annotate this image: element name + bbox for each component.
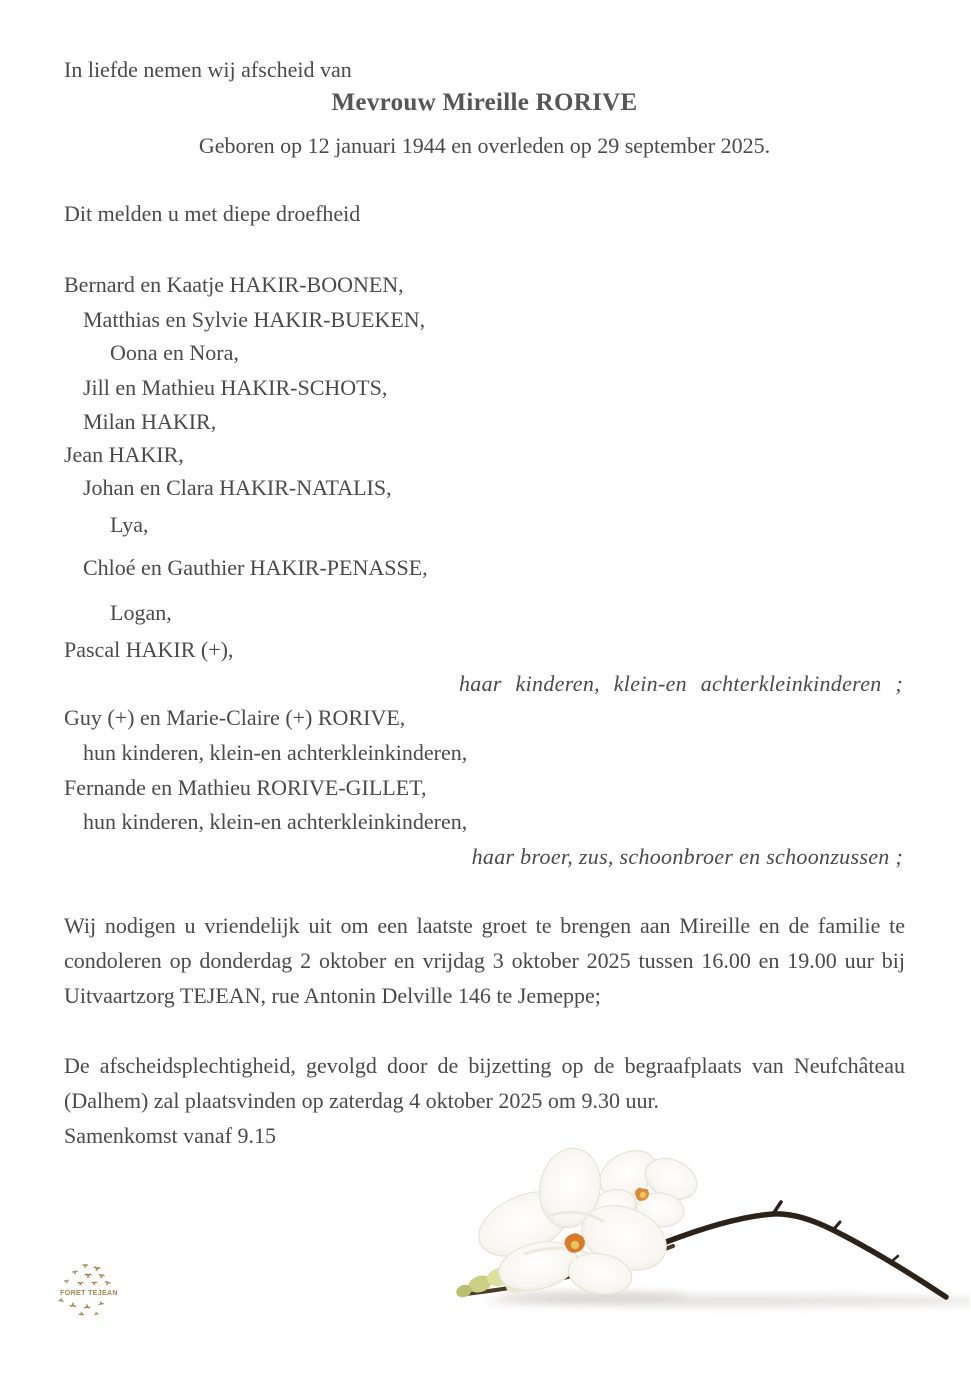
family-line: Jean HAKIR,	[64, 442, 184, 467]
orchid-branch	[666, 1202, 946, 1297]
orchid-image	[428, 1146, 970, 1336]
funeral-home-logo	[56, 1260, 122, 1328]
caption-children: haar kinderen, klein-en achterkleinkinderen ;	[459, 671, 903, 696]
family-line: Fernande en Mathieu RORIVE-GILLET,	[64, 775, 427, 800]
birth-death-dates: Geboren op 12 januari 1944 en overleden op 29 september 2025.	[198, 133, 771, 158]
family-line: hun kinderen, klein-en achterkleinkinderen,	[83, 809, 468, 834]
family-line: Matthias en Sylvie HAKIR-BUEKEN,	[83, 307, 426, 332]
family-line: Jill en Mathieu HAKIR-SCHOTS,	[83, 375, 388, 400]
visitation-paragraph: Wij nodigen u vriendelijk uit om een laatste groet te brengen aan Mireille en de familie te condoleren op donderdag 2 oktober en vrijdag 3 oktober 2025 tussen 16.00 en 19.00 uur bij Uitvaartzorg TEJEAN, rue Antonin Delville 146 te Jemeppe;	[64, 913, 905, 1008]
deceased-name: Mevrouw Mireille RORIVE	[331, 89, 638, 116]
logo-text: FORET TEJEAN	[60, 1288, 118, 1298]
ceremony-text: De afscheidsplechtigheid, gevolgd door de bijzetting op de begraafplaats van Neufchâteau (Dalhem) zal plaatsvinden op zaterdag 4 oktober 2025 om 9.30 uur.	[64, 1053, 905, 1113]
family-line: Milan HAKIR,	[83, 409, 217, 434]
family-line: Logan,	[110, 600, 172, 625]
announcement-line: Dit melden u met diepe droefheid	[64, 201, 361, 226]
family-line: Chloé en Gauthier HAKIR-PENASSE,	[83, 555, 428, 580]
family-line: Pascal HAKIR (+),	[64, 637, 234, 662]
family-line: Bernard en Kaatje HAKIR-BOONEN,	[64, 272, 404, 297]
family-line: Lya,	[110, 512, 149, 537]
family-line: hun kinderen, klein-en achterkleinkinderen,	[83, 740, 468, 765]
family-line: Oona en Nora,	[110, 340, 239, 365]
family-line: Johan en Clara HAKIR-NATALIS,	[83, 475, 392, 500]
gathering-text: Samenkomst vanaf 9.15	[64, 1123, 277, 1148]
ceremony-block	[64, 1048, 905, 1153]
intro-line: In liefde nemen wij afscheid van	[64, 57, 352, 82]
family-line: Guy (+) en Marie-Claire (+) RORIVE,	[64, 705, 406, 730]
caption-siblings: haar broer, zus, schoonbroer en schoonzussen ;	[471, 844, 903, 869]
